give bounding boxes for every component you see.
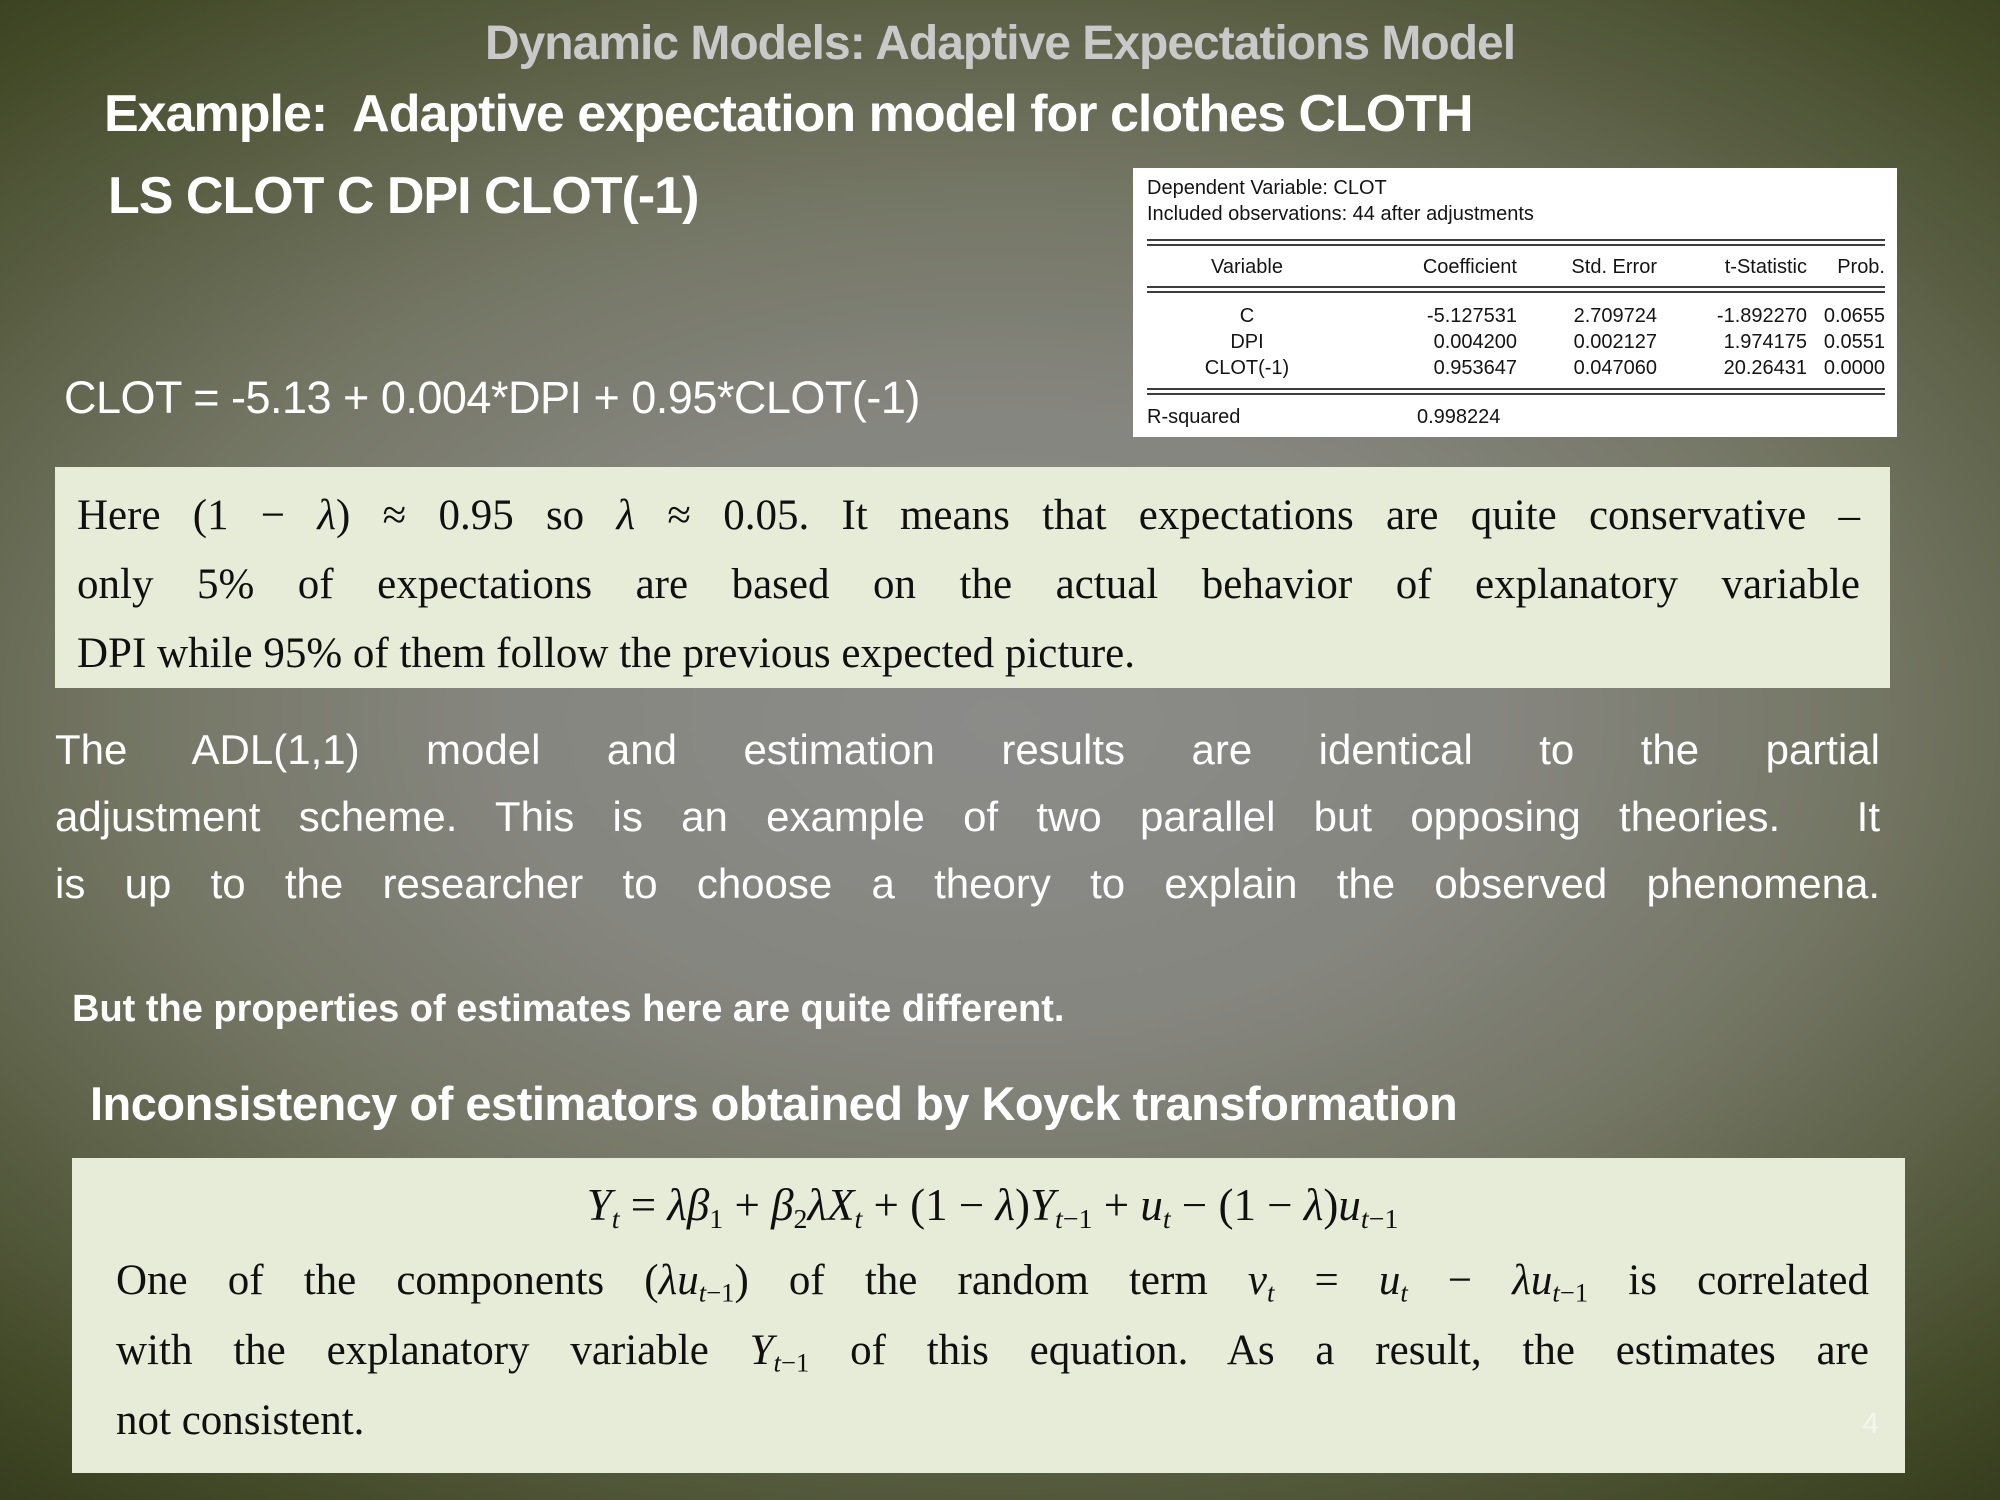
- koyck-line: One of the components $(\lambda u_{t-1})$ of the random term $v_t = u_t - \lambda u_{t-1}$ is correlated: [116, 1257, 1869, 1308]
- table-row: [1147, 303, 1885, 329]
- cell-t-statistic: 20.26431: [1723, 357, 1807, 379]
- cell-coefficient: 0.953647: [1433, 357, 1517, 379]
- koyck-equation: $Y_t = \lambda\beta_1 + \beta_2\lambda X_t + (1 - \lambda)Y_{t-1} + u_t - (1 - \lambda)u_{t-1}$: [586, 1180, 1399, 1235]
- column-header: Prob.: [1837, 256, 1885, 278]
- cell-coefficient: -5.127531: [1426, 305, 1517, 327]
- adl-paragraph-line: adjustment scheme. This is an example of two parallel but opposing theories. It: [55, 793, 1880, 840]
- cell-variable: DPI: [1230, 331, 1264, 353]
- koyck-heading: Inconsistency of estimators obtained by Koyck transformation: [90, 1077, 1458, 1130]
- table-row: [1147, 329, 1885, 355]
- regression-output-table: [1133, 168, 1897, 437]
- cell-prob: 0.0000: [1823, 357, 1885, 379]
- column-header: t-Statistic: [1724, 256, 1807, 278]
- table-header-row: [1147, 254, 1885, 280]
- r-squared-row: [1147, 404, 1885, 430]
- estimated-equation: CLOT = -5.13 + 0.004*DPI + 0.95*CLOT(-1): [64, 372, 920, 423]
- adl-paragraph-line: The ADL(1,1) model and estimation results are identical to the partial: [55, 726, 1880, 773]
- observations-line: Included observations: 44 after adjustments: [1147, 203, 1534, 225]
- cell-variable: CLOT(-1): [1204, 357, 1290, 379]
- ls-command-line: LS CLOT C DPI CLOT(-1): [108, 167, 699, 225]
- example-heading: Example: Adaptive expectation model for clothes CLOTH: [104, 85, 1473, 143]
- koyck-line: with the explanatory variable $Y_{t-1}$ of this equation. As a result, the estimates are: [116, 1327, 1870, 1378]
- column-header: Std. Error: [1571, 256, 1657, 278]
- properties-note: But the properties of estimates here are quite different.: [72, 988, 1065, 1030]
- interpretation-line: Here (1 − λ) ≈ 0.95 so λ ≈ 0.05. It means that expectations are quite conservative –: [77, 492, 1861, 539]
- koyck-box: [72, 1158, 1905, 1473]
- cell-std-error: 2.709724: [1573, 305, 1657, 327]
- cell-prob: 0.0655: [1823, 305, 1885, 327]
- interpretation-line: only 5% of expectations are based on the actual behavior of explanatory variable: [77, 561, 1860, 608]
- table-row: [1147, 355, 1885, 381]
- interpretation-line: DPI while 95% of them follow the previous expected picture.: [77, 630, 1135, 677]
- cell-prob: 0.0551: [1823, 331, 1885, 353]
- column-header: Coefficient: [1422, 256, 1517, 278]
- table-divider: [1147, 388, 1885, 395]
- column-header: Variable: [1211, 256, 1283, 278]
- cell-std-error: 0.047060: [1573, 357, 1657, 379]
- table-divider: [1147, 239, 1885, 246]
- cell-t-statistic: -1.892270: [1716, 305, 1807, 327]
- cell-variable: C: [1239, 305, 1255, 327]
- cell-std-error: 0.002127: [1573, 331, 1657, 353]
- page-number: 4: [1862, 1407, 1879, 1440]
- koyck-line: not consistent.: [116, 1397, 365, 1444]
- slide-title: Dynamic Models: Adaptive Expectations Model: [484, 17, 1516, 70]
- cell-coefficient: 0.004200: [1433, 331, 1517, 353]
- adl-paragraph: [55, 716, 1880, 917]
- adl-paragraph-line: is up to the researcher to choose a theory to explain the observed phenomena.: [55, 860, 1880, 907]
- table-divider: [1147, 286, 1885, 293]
- interpretation-box: [55, 467, 1890, 688]
- r-squared-value: 0.998224: [1417, 406, 1501, 428]
- cell-t-statistic: 1.974175: [1723, 331, 1807, 353]
- r-squared-label: R-squared: [1147, 406, 1241, 428]
- dependent-variable-line: Dependent Variable: CLOT: [1147, 177, 1387, 199]
